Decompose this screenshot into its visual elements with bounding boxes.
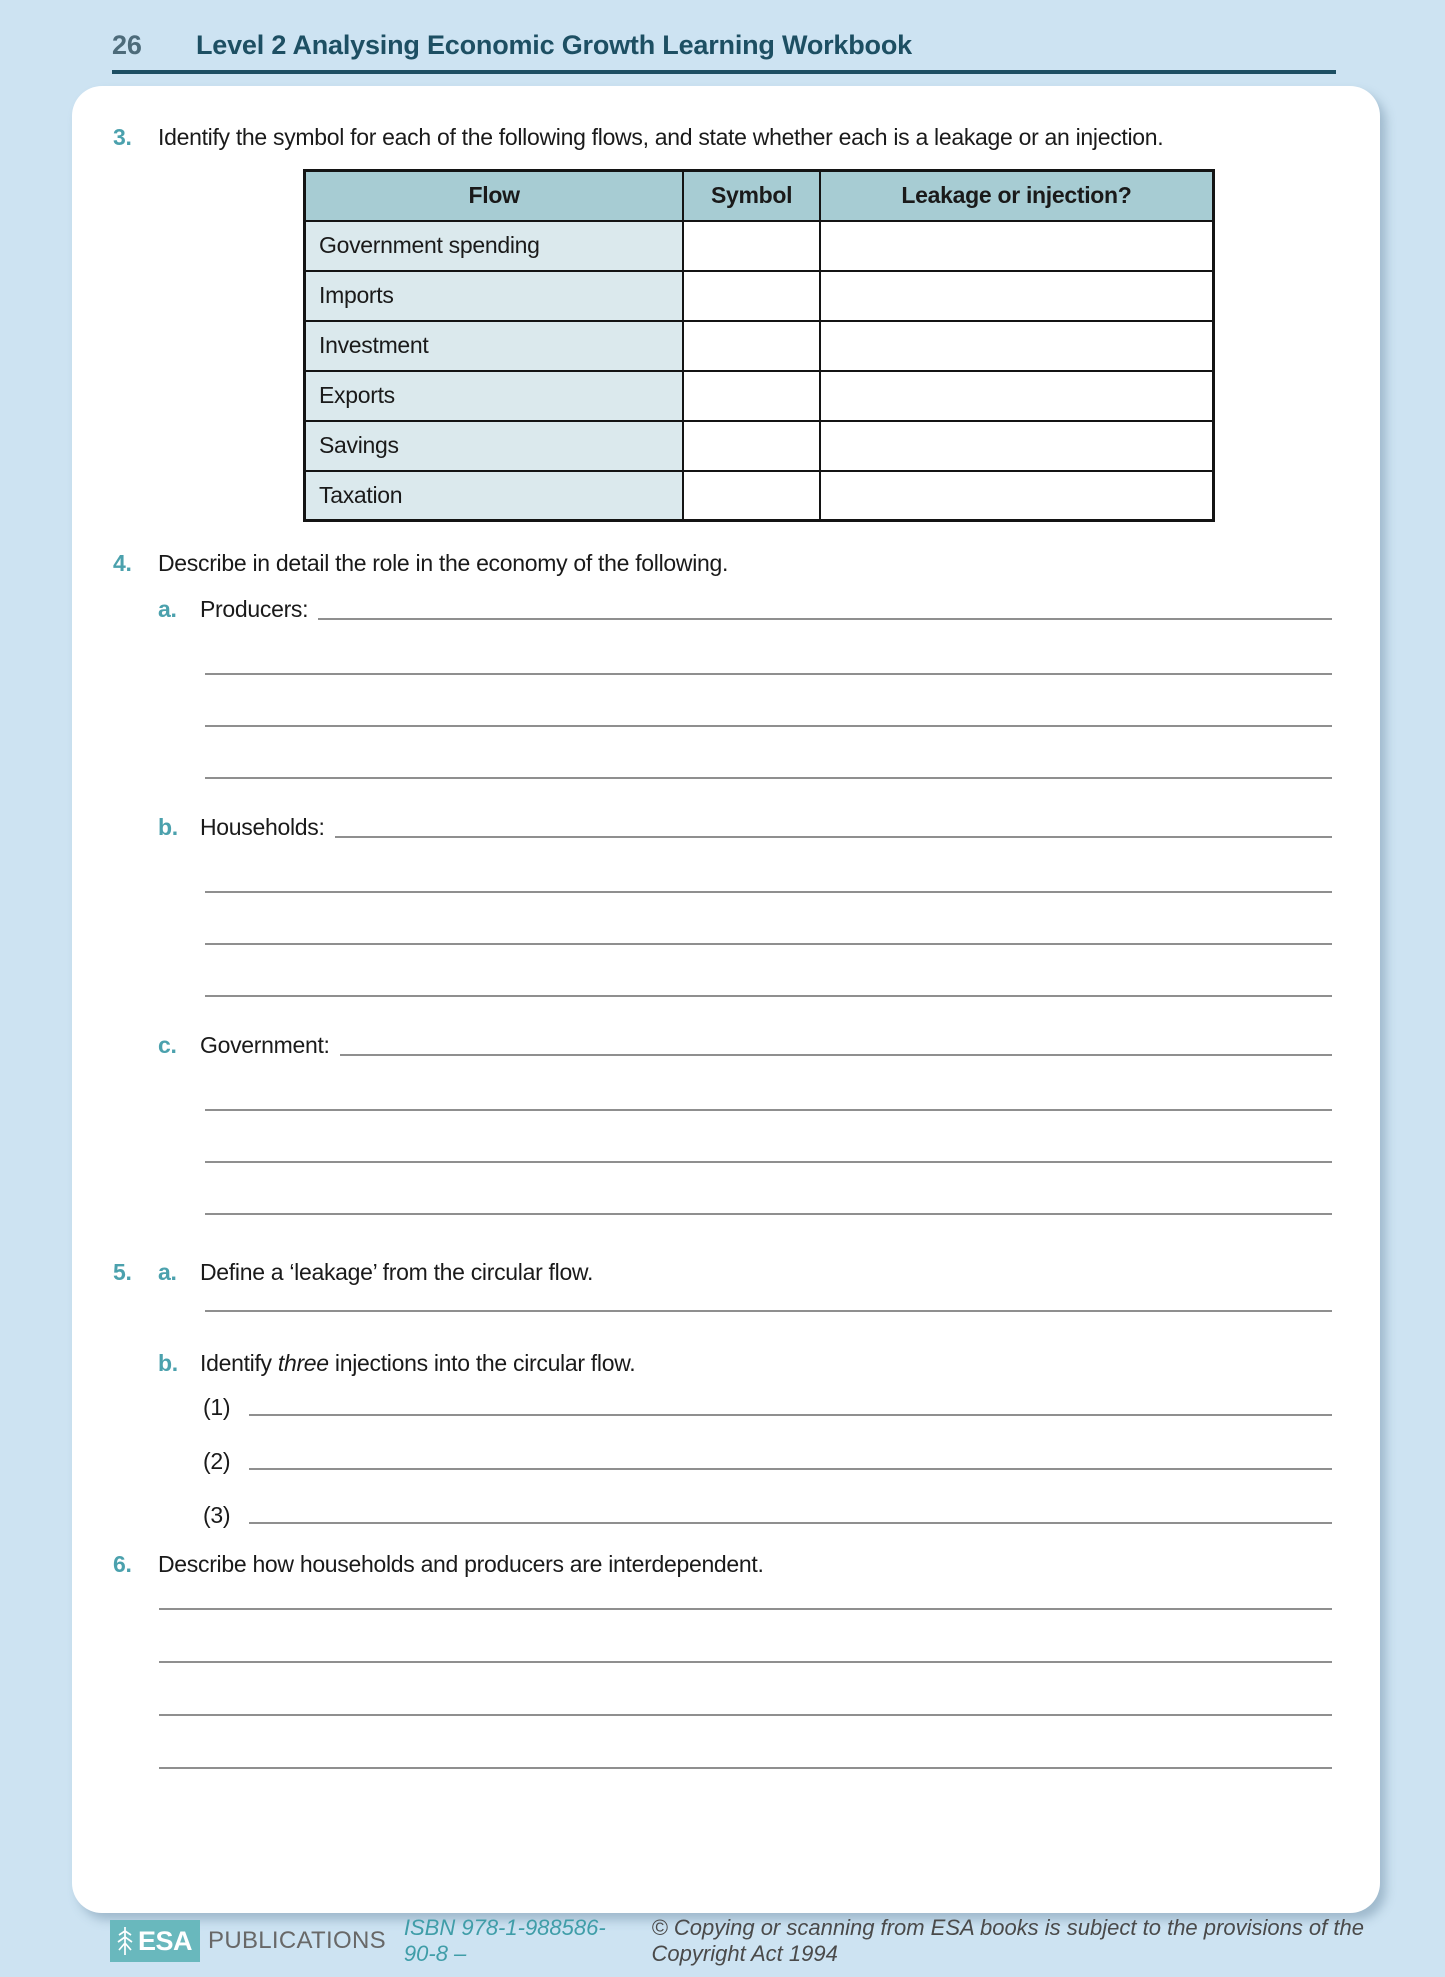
flow-name-cell: Imports	[305, 271, 684, 321]
question-5b-text	[200, 1350, 1332, 1377]
flows-table-header-1: Symbol	[683, 171, 820, 221]
question-6	[113, 1551, 1332, 1578]
part-letter: b.	[158, 814, 178, 840]
answer-line[interactable]	[205, 1059, 1332, 1111]
question-5a-letter: a.	[158, 1259, 177, 1285]
question-4-parts	[113, 591, 1332, 1215]
flows-table	[303, 169, 1215, 522]
q4-part-head	[113, 809, 1332, 841]
question-5b	[158, 1350, 1332, 1377]
answer-line[interactable]	[249, 1468, 1332, 1470]
copyright-text: © Copying or scanning from ESA books is subject to the provisions of the Copyright Act 1994	[651, 1915, 1364, 1966]
leakage-or-injection-cell[interactable]	[820, 271, 1214, 321]
question-5b-text-italic: three	[277, 1350, 329, 1376]
part-letter: a.	[158, 596, 177, 622]
flow-name-cell: Exports	[305, 371, 684, 421]
flow-name-cell: Taxation	[305, 471, 684, 521]
question-4	[113, 550, 1332, 577]
symbol-cell[interactable]	[683, 421, 820, 471]
question-5b-items	[113, 1377, 1332, 1529]
answer-line[interactable]	[249, 1414, 1332, 1416]
answer-line[interactable]	[205, 1111, 1332, 1163]
injection-item	[203, 1421, 1332, 1475]
flows-table-row	[305, 321, 1214, 371]
answer-line[interactable]	[340, 1054, 1332, 1056]
symbol-cell[interactable]	[683, 321, 820, 371]
tree-icon	[116, 1925, 134, 1957]
flow-name-cell: Government spending	[305, 221, 684, 271]
question-5b-text-prefix: Identify	[200, 1350, 278, 1376]
question-4-text: Describe in detail the role in the economy of the following.	[158, 550, 729, 576]
flows-table-header-0: Flow	[305, 171, 684, 221]
isbn-text: ISBN 978-1-988586-90-8 –	[403, 1915, 606, 1966]
question-6-number: 6.	[113, 1551, 132, 1577]
question-5a	[113, 1259, 1332, 1286]
symbol-cell[interactable]	[683, 221, 820, 271]
q4-part-c	[113, 1027, 1332, 1215]
question-3-number: 3.	[113, 124, 132, 150]
page-header	[0, 0, 1445, 61]
item-number: (2)	[203, 1448, 231, 1474]
answer-line[interactable]	[205, 945, 1332, 997]
page-number: 26	[112, 30, 142, 60]
q4-part-a	[113, 591, 1332, 779]
part-letter: c.	[158, 1032, 177, 1058]
flows-table-row	[305, 421, 1214, 471]
answer-line[interactable]	[205, 623, 1332, 675]
question-3	[113, 124, 1332, 151]
injection-item	[203, 1377, 1332, 1421]
q4-part-b	[113, 809, 1332, 997]
symbol-cell[interactable]	[683, 471, 820, 521]
question-4-number: 4.	[113, 550, 132, 576]
question-5b-text-suffix: injections into the circular flow.	[328, 1350, 636, 1376]
item-number: (1)	[203, 1394, 231, 1420]
leakage-or-injection-cell[interactable]	[820, 221, 1214, 271]
part-label: Households:	[200, 814, 325, 840]
answer-line[interactable]	[159, 1578, 1332, 1610]
answer-line[interactable]	[318, 618, 1332, 620]
leakage-or-injection-cell[interactable]	[820, 471, 1214, 521]
flows-table-header-row	[305, 171, 1214, 221]
page-footer	[110, 1915, 1445, 1967]
part-label: Producers:	[200, 596, 309, 622]
leakage-or-injection-cell[interactable]	[820, 321, 1214, 371]
answer-line[interactable]	[249, 1522, 1332, 1524]
question-5b-letter: b.	[158, 1350, 178, 1376]
part-label: Government:	[200, 1032, 330, 1058]
answer-line[interactable]	[205, 727, 1332, 779]
flows-table-header-2: Leakage or injection?	[820, 171, 1214, 221]
answer-line[interactable]	[205, 841, 1332, 893]
content-card	[72, 86, 1380, 1913]
symbol-cell[interactable]	[683, 271, 820, 321]
answer-line[interactable]	[205, 1163, 1332, 1215]
q4-part-head	[113, 591, 1332, 623]
leakage-or-injection-cell[interactable]	[820, 371, 1214, 421]
injection-item	[203, 1475, 1332, 1529]
item-number: (3)	[203, 1502, 231, 1528]
question-5a-text: Define a ‘leakage’ from the circular flow.	[200, 1259, 594, 1285]
question-3-text: Identify the symbol for each of the following flows, and state whether each is a leakage or an injection.	[158, 124, 1164, 150]
esa-logo	[110, 1920, 200, 1962]
answer-line[interactable]	[335, 836, 1332, 838]
flow-name-cell: Investment	[305, 321, 684, 371]
flows-table-row	[305, 371, 1214, 421]
leakage-or-injection-cell[interactable]	[820, 421, 1214, 471]
flows-table-row	[305, 271, 1214, 321]
flows-table-row	[305, 221, 1214, 271]
question-5-number: 5.	[113, 1259, 132, 1285]
header-rule	[112, 70, 1336, 74]
question-6-text: Describe how households and producers are interdependent.	[158, 1551, 764, 1577]
q4-part-head	[113, 1027, 1332, 1059]
flows-table-row	[305, 471, 1214, 521]
answer-line[interactable]	[205, 1286, 1332, 1312]
answer-line[interactable]	[159, 1716, 1332, 1769]
symbol-cell[interactable]	[683, 371, 820, 421]
flow-name-cell: Savings	[305, 421, 684, 471]
page-title: Level 2 Analysing Economic Growth Learning Workbook	[196, 30, 912, 60]
question-6-lines	[113, 1578, 1332, 1769]
esa-logo-text: ESA	[138, 1925, 193, 1956]
answer-line[interactable]	[159, 1663, 1332, 1716]
answer-line[interactable]	[205, 675, 1332, 727]
answer-line[interactable]	[159, 1610, 1332, 1663]
answer-line[interactable]	[205, 893, 1332, 945]
publisher-label: PUBLICATIONS	[208, 1927, 386, 1954]
